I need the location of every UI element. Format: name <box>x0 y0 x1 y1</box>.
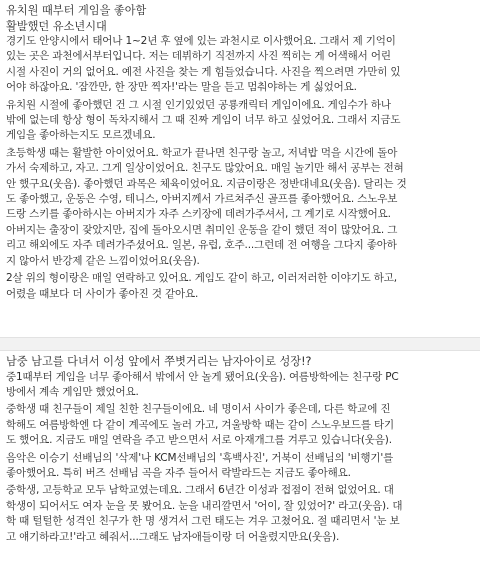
section-subtitle: 활발했던 유소년시대 <box>6 19 107 33</box>
paragraph: 초등학생 때는 활발한 아이었어요. 학교가 끝나면 친구랑 놀고, 저녁밥 먹을 시간에 돌아 가서 숙제하고, 자고. 그게 일상이었어요. 친구도 많았어요. 매일 놀기만 해서 공부는 전혀 안 했구요(웃음). 좋아했던 과목은 체육이었어요. 지금이랑은 정반대네요(웃음). 달리는 것 도 좋아했고, 운동은 수영, 테니스, 아버지께서 가르쳐주신 골프를 좋아했어요. 스노우보 드랑 스키를 좋아하시는 아버지가 자주 스키장에 데려가주셔서, 그 계기로 시작했어요. 아버지는 출장이 잦았지만, 집에 돌아오시면 취미인 운동을 같이 했던 적이 많았어요. 그 리고 해외에도 자주 데려가주셨어요. 일본, 유럽, 호주...그런데 전 여행을 그다지 좋아하 지 않아서 반강제 같은 느낌이었어요(웃음). <box>6 146 407 267</box>
paragraph: 중학생 때 친구들이 제일 친한 친구들이에요. 네 명이서 사이가 좋은데, 다른 학교에 진 학해도 여름방학엔 다 같이 계곡에도 놀러 가고, 겨울방학 때는 같이 스노우보드를 타기 도 했어요. 지금도 매일 연락을 주고 받으면서 서로 아재개그를 겨루고 있습니다(웃음). <box>6 403 395 447</box>
section-divider <box>0 337 480 351</box>
paragraph: 중학생, 고등학교 모두 남학교였는데요. 그래서 6년간 이성과 접점이 전혀 없었어요. 대 학생이 되어서도 여자 눈을 못 봤어요. 눈을 내리깔면서 '어이, 잘 있었어?' 라고(웃음). 대 학 때 털털한 성격인 친구가 한 명 생겨서 그런 태도는 겨우 고쳤어요. 절 때리면서 '눈 보 고 얘기하라고!'라고 혜줘서...그래도 남자애들이랑 더 어울렸지만요(웃음). <box>6 484 403 543</box>
section-title: 남중 남고를 다녀서 이성 앞에서 쭈볏거리는 남자아이로 성장!? <box>6 355 312 368</box>
paragraph: 중1때부터 게임을 너무 좋아해서 밖에서 안 놀게 됐어요(웃음). 여름방학에는 친구랑 PC 방에서 계속 게임만 했었어요. <box>6 370 399 398</box>
paragraph: 유치원 시절에 좋아했던 건 그 시절 인기있었던 공룡캐릭터 게임이에요. 게임수가 하나 밖에 없는데 항상 형이 독차지해서 그 때 진짜 게임이 너무 하고 싶었어요. 그래서 지금도 게임을 좋아하는지도 모르겠네요. <box>6 98 401 142</box>
paragraph: 음악은 이승기 선배님의 '삭제'나 KCM선배님의 '흑백사진', 거북이 선배님의 '비행기'를 좋아했어요. 특히 버즈 선배님 곡을 자주 들어서 락발라드는 지금도 좋아해요. <box>6 451 394 479</box>
section-title: 유치원 때부터 게임을 좋아함 <box>6 4 147 17</box>
paragraph: 경기도 안양시에서 태어나 1~2년 후 옆에 있는 과천시로 이사했어요. 그래서 제 기억이 있는 곳은 과천에서부터입니다. 저는 데뷔하기 직전까지 사진 찍히는 게 어색해서 어린 시절 사진이 거의 없어요. 예전 사진을 찾는 게 힘들었습니다. 사진을 찍으려면 가만히 있 어야 하잖아요. '잠깐만, 한 장만 찍자!'라는 말을 듣고 멈춰야하는 게 싫었어요. <box>6 35 401 94</box>
article-section-school <box>0 352 480 566</box>
paragraph: 2살 위의 형이랑은 매일 연락하고 있어요. 게임도 같이 하고, 이러저러한 이야기도 하고, 어렸을 때보다 더 사이가 좋아진 것 같아요. <box>6 272 397 300</box>
